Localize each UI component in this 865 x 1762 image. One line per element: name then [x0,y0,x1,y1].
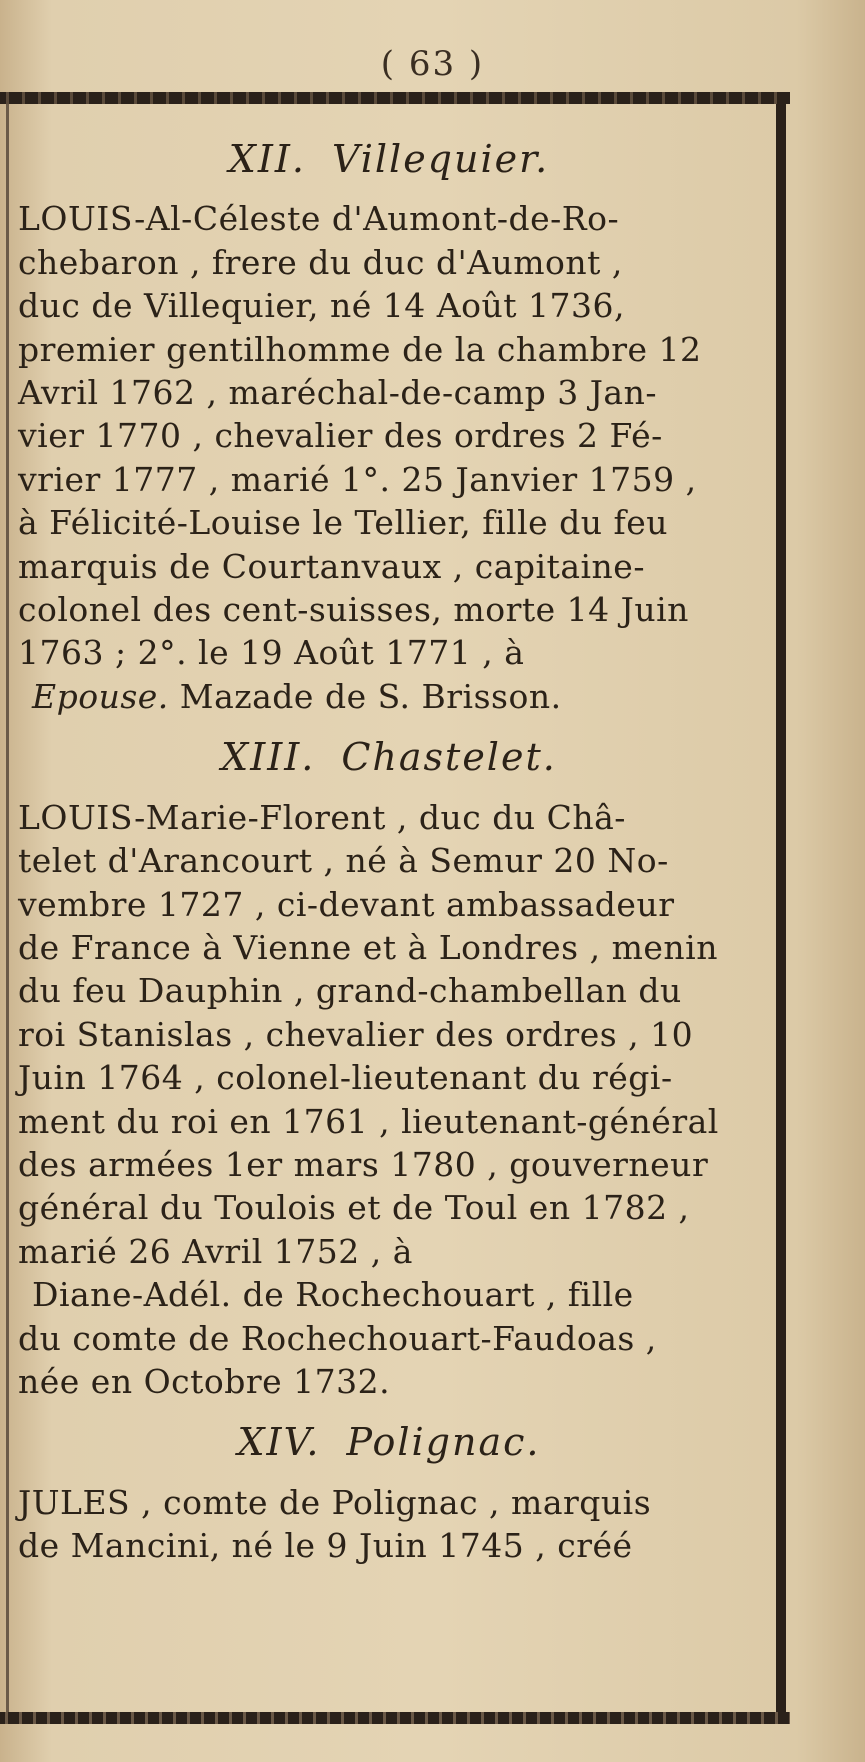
text-line: roi Stanislas , chevalier des ordres , 10 [18,1014,694,1054]
section-heading-polignac [18,1421,760,1464]
left-frame-line [6,104,9,1712]
text-line: premier gentilhomme de la chambre 12 [18,329,702,369]
spouse-line [18,675,760,718]
section-name: Villequier. [331,137,550,181]
section-number: XIV. [237,1420,321,1465]
text-line: marquis de Courtanvaux , capitaine- [18,546,645,586]
spouse-name: Mazade de S. Brisson. [168,676,562,716]
section-name: Chastelet. [341,735,557,780]
text-line: marié 26 Avril 1752 , à [18,1231,413,1271]
text-line: née en Octobre 1732. [18,1361,391,1401]
text-line: duc de Villequier, né 14 Août 1736, [18,286,625,326]
text-line: à Félicité-Louise le Tellier, fille du feu [18,503,669,543]
text-line: ment du roi en 1761 , lieutenant-général [18,1101,719,1141]
spouse-label: Epouse. [32,676,169,716]
section-number: XII. [228,137,306,181]
text-line: Diane-Adél. de Rochechouart , fille [32,1275,634,1315]
text-line: vrier 1777 , marié 1°. 25 Janvier 1759 , [18,459,697,499]
right-frame-border [776,104,786,1712]
text-line: de Mancini, né le 9 Juin 1745 , créé [18,1526,633,1566]
text-line: de France à Vienne et à Londres , menin [18,927,718,967]
section-number: XIII. [221,735,316,780]
page-number: ( 63 ) [380,44,485,84]
text-line: LOUIS-Al-Céleste d'Aumont-de-Ro- [18,199,620,239]
section-name: Polignac. [346,1420,541,1465]
text-line: vier 1770 , chevalier des ordres 2 Fé- [18,416,663,456]
page-body [18,128,760,1568]
text-line: JULES , comte de Polignac , marquis [18,1482,652,1522]
text-line: Avril 1762 , maréchal-de-camp 3 Jan- [18,373,658,413]
text-line: LOUIS-Marie-Florent , duc du Châ- [18,797,626,837]
text-line: du comte de Rochechouart-Faudoas , [18,1318,657,1358]
text-line: des armées 1er mars 1780 , gouverneur [18,1144,709,1184]
top-rule [0,92,790,104]
text-line: Juin 1764 , colonel-lieutenant du régi- [18,1058,673,1098]
section-heading-chastelet [18,736,760,779]
text-line: du feu Dauphin , grand-chambellan du [18,971,682,1011]
bottom-rule [0,1712,790,1724]
section-heading-villequier [18,138,760,181]
text-line: 1763 ; 2°. le 19 Août 1771 , à [18,633,525,673]
text-line: colonel des cent-suisses, morte 14 Juin [18,590,689,630]
text-line: vembre 1727 , ci-devant ambassadeur [18,884,675,924]
text-line: telet d'Arancourt , né à Semur 20 No- [18,841,669,881]
text-line: général du Toulois et de Toul en 1782 , [18,1188,690,1228]
text-line: chebaron , frere du duc d'Aumont , [18,242,623,282]
